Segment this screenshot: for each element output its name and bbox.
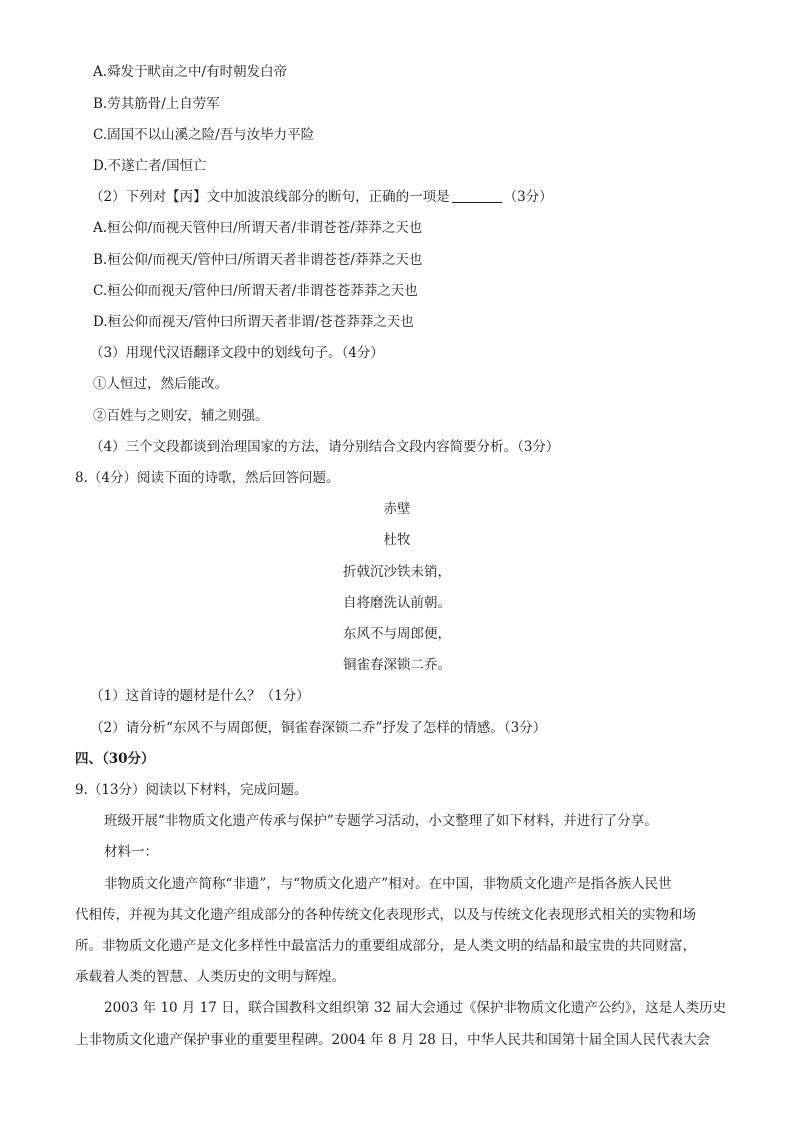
answer-blank[interactable]: [452, 188, 502, 203]
poem-line-4: 铜雀春深锁二乔。: [343, 657, 451, 673]
option-d: D.不遂亡者/国恒亡: [93, 158, 207, 174]
poem-line-1: 折戟沉沙铁未销，: [343, 564, 451, 580]
paragraph-line: 2003 年 10 月 17 日，联合国教科文组织第 32 届大会通过《保护非物质文化遗产公约》，这是人类历史: [104, 1000, 727, 1016]
option-d: D.桓公仰而视天/管仲曰所谓天者非谓/苍苍莽莽之天也: [93, 314, 414, 330]
q7-sub3-prompt: （3）用现代汉语翻译文段中的划线句子。（4分）: [90, 345, 384, 361]
option-c: C.固国不以山溪之险/吾与汝毕力平险: [93, 127, 315, 143]
option-a: A.桓公仰/而视天管仲曰/所谓天者/非谓苍苍/莽莽之天也: [93, 220, 423, 236]
q8-stem: 8.（4分）阅读下面的诗歌，然后回答问题。: [75, 470, 340, 486]
q9-intro: 班级开展“非物质文化遗产传承与保护”专题学习活动，小文整理了如下材料，并进行了分享。: [104, 813, 658, 829]
option-c: C.桓公仰而视天/管仲曰/所谓天者/非谓苍苍莽莽之天也: [93, 283, 418, 299]
poem-line-3: 东风不与周郎便，: [343, 626, 451, 642]
q9-stem: 9.（13分）阅读以下材料，完成问题。: [75, 782, 308, 798]
paragraph-line: 代相传，并视为其文化遗产组成部分的各种传统文化表现形式，以及与传统文化表现形式相关的实物和场: [75, 907, 696, 923]
q7-sub3-item-1: ①人恒过，然后能改。: [93, 376, 228, 392]
section-heading: 四、（30分）: [75, 751, 155, 767]
q7-sub2-score: （3分）: [503, 189, 553, 205]
paragraph-line: 上非物质文化遗产保护事业的重要里程碑。2004 年 8 月 28 日，中华人民共和国第十届全国人民代表大会: [75, 1032, 711, 1048]
poem-line-2: 自将磨洗认前朝。: [343, 595, 451, 611]
poem-author: 杜牧: [383, 532, 411, 548]
option-a: A.舜发于畎亩之中/有时朝发白帝: [93, 64, 288, 80]
paragraph-line: 所。非物质文化遗产是文化多样性中最富活力的重要组成部分，是人类文明的结晶和最宝贵的共同财富，: [75, 938, 696, 954]
paragraph-line: 非物质文化遗产简称“非遗”，与“物质文化遗产”相对。在中国，非物质文化遗产是指各族人民世: [104, 876, 672, 892]
q7-sub4-prompt: （4）三个文段都谈到治理国家的方法，请分别结合文段内容简要分析。（3分）: [90, 439, 560, 455]
q7-sub2-prompt: [90, 187, 553, 207]
option-b: B.劳其筋骨/上自劳军: [93, 96, 220, 112]
q7-sub2-text: （2）下列对【丙】文中加波浪线部分的断句，正确的一项是: [90, 189, 450, 205]
q8-sub2: （2）请分析“东风不与周郎便，铜雀春深锁二乔”抒发了怎样的情感。（3分）: [90, 720, 547, 736]
paragraph-line: 承载着人类的智慧、人类历史的文明与辉煌。: [75, 969, 345, 985]
poem-title: 赤壁: [383, 501, 411, 517]
q7-sub3-item-2: ②百姓与之则安，辅之则强。: [93, 408, 269, 424]
material-label: 材料一：: [104, 844, 158, 860]
q8-sub1: （1）这首诗的题材是什么？（1分）: [90, 688, 310, 704]
option-b: B.桓公仰/而视天/管仲曰/所谓天者非谓苍苍/莽莽之天也: [93, 252, 423, 268]
